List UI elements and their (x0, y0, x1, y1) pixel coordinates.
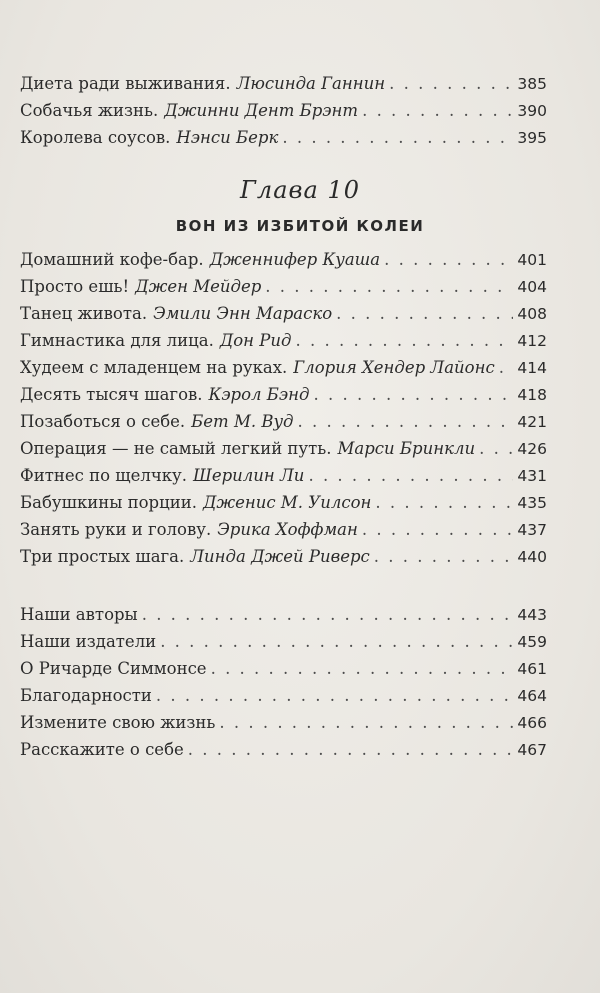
toc-entry (20, 712, 547, 734)
entry-page: 385 (517, 75, 547, 93)
entry-page: 464 (517, 687, 547, 705)
entry-page: 426 (517, 440, 547, 458)
entry-page: 440 (517, 548, 547, 566)
entry-author: Эмили Энн Мараско (153, 304, 333, 323)
leader-dots (499, 357, 514, 379)
toc-entry (20, 492, 547, 514)
entry-title: Расскажите о себе (20, 740, 184, 759)
leader-dots (336, 303, 513, 325)
entry-title: Позаботься о себе. (20, 412, 186, 431)
entry-author: Глория Хендер Лайонс (293, 358, 495, 377)
entry-page: 395 (517, 129, 547, 147)
entry-title: Худеем с младенцем на руках. (20, 358, 288, 377)
leader-dots (479, 438, 513, 460)
entry-title: Королева соусов. (20, 128, 171, 147)
entry-page: 461 (517, 660, 547, 678)
entry-page: 443 (517, 606, 547, 624)
entry-page: 412 (517, 332, 547, 350)
leader-dots (211, 658, 514, 680)
entry-author: Люсинда Ганнин (236, 74, 386, 93)
leader-dots (384, 249, 513, 271)
entry-page: 466 (517, 714, 547, 732)
entry-title: Гимнастика для лица. (20, 331, 214, 350)
toc-entry (20, 73, 547, 95)
toc-entry (20, 465, 547, 487)
toc-entry (20, 384, 547, 406)
toc-entry (20, 519, 547, 541)
toc-entry (20, 631, 547, 653)
entry-page: 408 (517, 305, 547, 323)
entry-author: Эрика Хоффман (217, 520, 358, 539)
entry-author: Джен Мейдер (135, 277, 262, 296)
toc-entry (20, 330, 547, 352)
entry-author: Марси Бринкли (337, 439, 476, 458)
toc-entry (20, 127, 547, 149)
entry-author: Дженис М. Уилсон (202, 493, 372, 512)
toc-entry (20, 249, 547, 271)
entry-page: 390 (517, 102, 547, 120)
entry-author: Кэрол Бэнд (208, 385, 310, 404)
entry-title: Танец живота. (20, 304, 148, 323)
toc-entry (20, 100, 547, 122)
entry-title: Измените свою жизнь (20, 713, 216, 732)
entry-author: Нэнси Берк (176, 128, 279, 147)
leader-dots (188, 739, 514, 761)
entry-title: Диета ради выживания. (20, 74, 231, 93)
leader-dots (282, 127, 513, 149)
leader-dots (308, 465, 513, 487)
entry-title: Благодарности (20, 686, 152, 705)
entry-page: 437 (517, 521, 547, 539)
entry-title: Операция — не самый легкий путь. (20, 439, 332, 458)
leader-dots (362, 100, 513, 122)
entry-author: Дженнифер Куаша (209, 250, 381, 269)
entry-page: 404 (517, 278, 547, 296)
leader-dots (375, 492, 513, 514)
toc-entry (20, 303, 547, 325)
toc-entry (20, 604, 547, 626)
entry-author: Шерилин Ли (193, 466, 305, 485)
entry-title: О Ричарде Симмонсе (20, 659, 207, 678)
leader-dots (314, 384, 514, 406)
entry-author: Дон Рид (219, 331, 292, 350)
entry-title: Домашний кофе-бар. (20, 250, 204, 269)
leader-dots (295, 330, 513, 352)
entry-title: Занять руки и голову. (20, 520, 212, 539)
toc-entry (20, 276, 547, 298)
entry-title: Наши издатели (20, 632, 157, 651)
entry-page: 401 (517, 251, 547, 269)
entry-title: Наши авторы (20, 605, 138, 624)
entry-page: 459 (517, 633, 547, 651)
entry-title: Бабушкины порции. (20, 493, 197, 512)
entry-page: 414 (517, 359, 547, 377)
chapter-title: ВОН ИЗ ИЗБИТОЙ КОЛЕИ (175, 217, 425, 235)
toc-entry (20, 658, 547, 680)
entry-author: Джинни Дент Брэнт (164, 101, 359, 120)
leader-dots (298, 411, 514, 433)
leader-dots (265, 276, 513, 298)
entry-page: 418 (517, 386, 547, 404)
entry-author: Бет М. Вуд (191, 412, 294, 431)
leader-dots (160, 631, 513, 653)
entry-page: 435 (517, 494, 547, 512)
entry-page: 431 (517, 467, 547, 485)
toc-entry (20, 546, 547, 568)
leader-dots (219, 712, 513, 734)
entry-page: 467 (517, 741, 547, 759)
leader-dots (142, 604, 514, 626)
entry-title: Три простых шага. (20, 547, 185, 566)
leader-dots (374, 546, 514, 568)
entry-title: Фитнес по щелчку. (20, 466, 188, 485)
toc-entry (20, 438, 547, 460)
leader-dots (156, 685, 514, 707)
toc-entry (20, 685, 547, 707)
toc-entry (20, 357, 547, 379)
chapter-label: Глава 10 (240, 176, 360, 204)
toc-entry (20, 739, 547, 761)
entry-title: Просто ешь! (20, 277, 130, 296)
leader-dots (389, 73, 513, 95)
leader-dots (362, 519, 514, 541)
entry-title: Собачья жизнь. (20, 101, 159, 120)
toc-entry (20, 411, 547, 433)
entry-author: Линда Джей Риверс (190, 547, 370, 566)
entry-title: Десять тысяч шагов. (20, 385, 203, 404)
entry-page: 421 (517, 413, 547, 431)
